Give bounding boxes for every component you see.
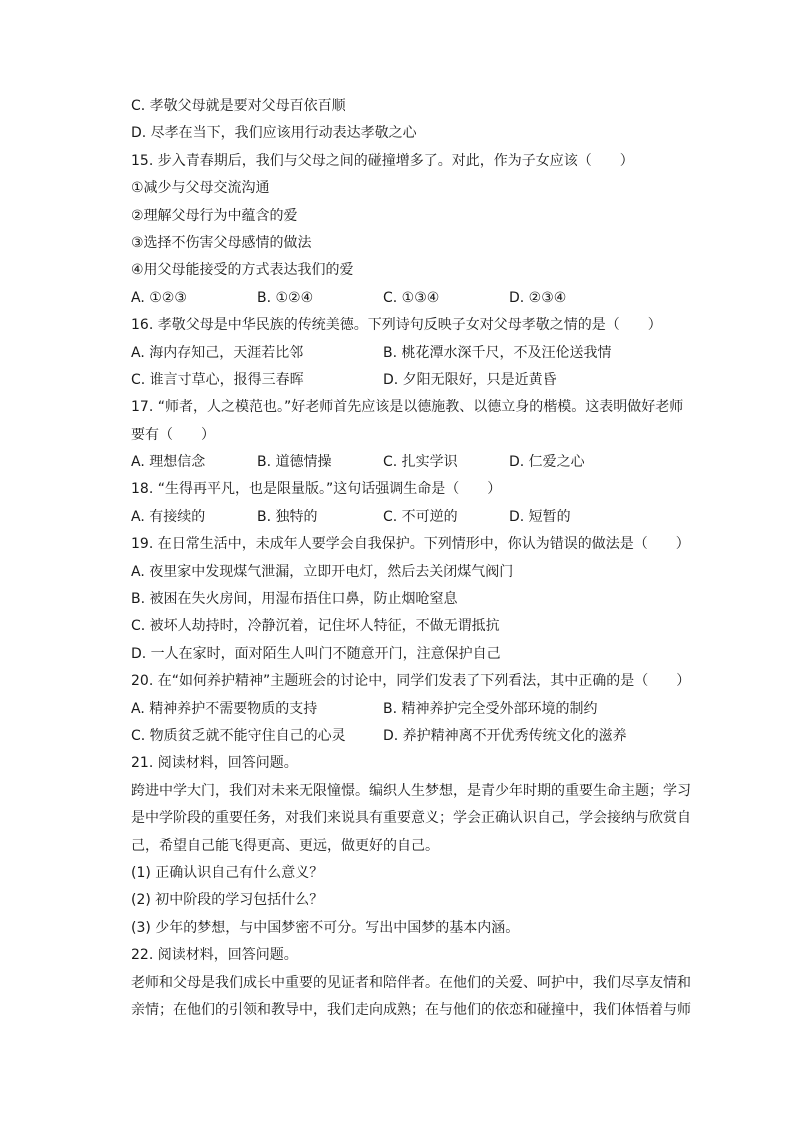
q18-options bbox=[131, 504, 691, 531]
q15-item-1: ①减少与父母交流沟通 bbox=[131, 180, 270, 197]
q17-stem-line-1: 17. “师者，人之模范也。”好老师首先应该是以德施教、以德立身的楷模。这表明做好老师 bbox=[131, 399, 684, 416]
q20-option-b: B. 精神养护完全受外部环境的制约 bbox=[383, 700, 598, 717]
q19-option-c: C. 被坏人劫持时，冷静沉着，记住坏人特征，不做无谓抵抗 bbox=[131, 618, 500, 635]
q18-option-d: D. 短暂的 bbox=[509, 508, 571, 525]
q18-option-a: A. 有接续的 bbox=[131, 508, 206, 525]
q17-option-d: D. 仁爱之心 bbox=[509, 454, 585, 471]
q17-option-a: A. 理想信念 bbox=[131, 454, 206, 471]
q22-stem: 22. 阅读材料，回答问题。 bbox=[131, 947, 298, 964]
q20-stem: 20. 在“如何养护精神”主题班会的讨论中，同学们发表了下列看法，其中正确的是（ ） bbox=[131, 673, 691, 690]
q19-stem: 19. 在日常生活中，未成年人要学会自我保护。下列情形中，你认为错误的做法是（ ） bbox=[131, 536, 690, 553]
q19-option-a: A. 夜里家中发现煤气泄漏，立即开电灯，然后去关闭煤气阀门 bbox=[131, 563, 514, 580]
q16-stem: 16. 孝敬父母是中华民族的传统美德。下列诗句反映子女对父母孝敬之情的是（ ） bbox=[131, 317, 662, 334]
q17-option-b: B. 道德情操 bbox=[257, 454, 332, 471]
q20-options-row2 bbox=[131, 723, 691, 750]
q16-option-a: A. 海内存知己，天涯若比邻 bbox=[131, 344, 304, 361]
q18-option-b: B. 独特的 bbox=[257, 508, 318, 525]
q15-item-3: ③选择不伤害父母感情的做法 bbox=[131, 234, 312, 251]
q17-stem-line-2: 要有（ ） bbox=[131, 426, 215, 443]
q15-item-2: ②理解父母行为中蕴含的爱 bbox=[131, 207, 298, 224]
q17-option-c: C. 扎实学识 bbox=[383, 454, 458, 471]
q21-sub-question-2: (2) 初中阶段的学习包括什么？ bbox=[131, 892, 324, 909]
q16-option-b: B. 桃花潭水深千尺，不及汪伦送我情 bbox=[383, 344, 612, 361]
q15-options bbox=[131, 285, 691, 312]
q16-options-row1 bbox=[131, 340, 691, 367]
q15-option-a: A. ①②③ bbox=[131, 289, 187, 306]
question-content bbox=[131, 93, 691, 1024]
q20-options-row1 bbox=[131, 696, 691, 723]
q16-option-d: D. 夕阳无限好，只是近黄昏 bbox=[383, 371, 557, 388]
q17-options bbox=[131, 449, 691, 476]
q21-sub-question-1: (1) 正确认识自己有什么意义？ bbox=[131, 864, 324, 881]
q22-material-line-2: 亲情；在他们的引领和教导中，我们走向成熟；在与他们的依恋和碰撞中，我们体悟着与师 bbox=[131, 1001, 691, 1018]
q18-stem: 18. “生得再平凡，也是限量版。”这句话强调生命是（ ） bbox=[131, 481, 502, 498]
q15-option-d: D. ②③④ bbox=[509, 289, 567, 306]
q18-option-c: C. 不可逆的 bbox=[383, 508, 458, 525]
q21-material-line-3: 己，希望自己能飞得更高、更远，做更好的自己。 bbox=[131, 837, 439, 854]
q21-material-line-2: 是中学阶段的重要任务，对我们来说具有重要意义；学会正确认识自己，学会接纳与欣赏自 bbox=[131, 810, 691, 827]
q21-sub-question-3: (3) 少年的梦想，与中国梦密不可分。写出中国梦的基本内涵。 bbox=[131, 919, 520, 936]
q20-option-c: C. 物质贫乏就不能守住自己的心灵 bbox=[131, 727, 346, 744]
q15-option-c: C. ①③④ bbox=[383, 289, 440, 306]
q16-options-row2 bbox=[131, 367, 691, 394]
q14-option-d: D. 尽孝在当下，我们应该用行动表达孝敬之心 bbox=[131, 125, 417, 142]
q15-item-4: ④用父母能接受的方式表达我们的爱 bbox=[131, 262, 354, 279]
q16-option-c: C. 谁言寸草心，报得三春晖 bbox=[131, 371, 304, 388]
q21-stem: 21. 阅读材料，回答问题。 bbox=[131, 755, 298, 772]
q22-material-line-1: 老师和父母是我们成长中重要的见证者和陪伴者。在他们的关爱、呵护中，我们尽享友情和 bbox=[131, 974, 691, 991]
q20-option-a: A. 精神养护不需要物质的支持 bbox=[131, 700, 318, 717]
q14-option-c: C. 孝敬父母就是要对父母百依百顺 bbox=[131, 98, 346, 114]
q19-option-d: D. 一人在家时，面对陌生人叫门不随意开门，注意保护自己 bbox=[131, 645, 501, 662]
q15-stem: 15. 步入青春期后，我们与父母之间的碰撞增多了。对此，作为子女应该（ ） bbox=[131, 152, 634, 169]
q21-material-line-1: 跨进中学大门，我们对未来无限憧憬。编织人生梦想，是青少年时期的重要生命主题；学习 bbox=[131, 782, 691, 799]
q15-option-b: B. ①②④ bbox=[257, 289, 314, 306]
q20-option-d: D. 养护精神离不开优秀传统文化的滋养 bbox=[383, 727, 627, 744]
q19-option-b: B. 被困在失火房间，用湿布捂住口鼻，防止烟呛窒息 bbox=[131, 591, 458, 608]
